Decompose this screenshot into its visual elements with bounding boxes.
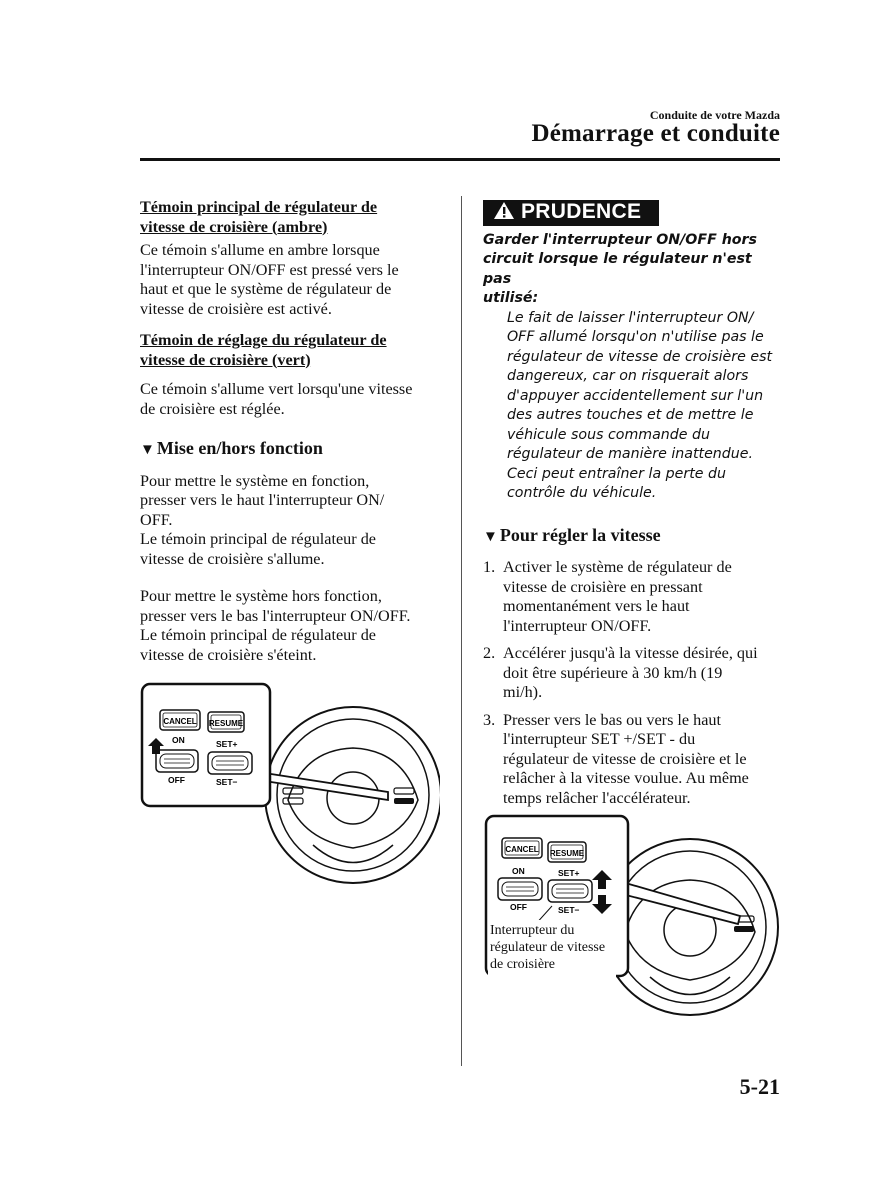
set-plus-label: SET+ — [558, 868, 580, 878]
off-label: OFF — [168, 775, 185, 785]
list-item: 3. Presser vers le bas ou vers le haut l'interrupteur SET +/SET - du régulateur de vitesse de croisière et le relâcher à la vitesse voulue. Au même temps relâcher l'accélérateur. — [483, 710, 749, 807]
page-number: 5-21 — [739, 1074, 780, 1099]
on-off-heading: ▼ Mise en/hors fonction — [140, 438, 323, 458]
set-minus-label: SET− — [216, 777, 238, 787]
main-indicator-heading: Témoin principal de régulateur de vitesse de croisière (ambre) — [140, 198, 378, 236]
set-indicator-heading: Témoin de réglage du régulateur de vitesse de croisière (vert) — [140, 331, 387, 369]
main-indicator-text: Ce témoin s'allume en ambre lorsque l'interrupteur ON/OFF est pressé vers le haut et que le système de régulateur de vitesse de croisière est activé. — [140, 241, 399, 318]
caution-heading: Garder l'interrupteur ON/OFF hors circuit lorsque le régulateur n'est pas utilisé: — [483, 231, 757, 306]
section-triangle-icon: ▼ — [483, 528, 498, 545]
on-label: ON — [172, 735, 185, 745]
on-off-switch — [156, 750, 198, 772]
caution-text — [483, 231, 783, 504]
set-speed-heading: ▼ Pour régler la vitesse — [483, 524, 661, 545]
cancel-button — [502, 838, 542, 858]
list-item: 2. Accélérer jusqu'à la vitesse désirée, qui doit être supérieure à 30 km/h (19 mi/h). — [483, 644, 758, 701]
set-indicator-text: Ce témoin s'allume vert lorsqu'une vitesse de croisière est réglée. — [140, 380, 413, 418]
resume-button — [548, 842, 586, 862]
caution-badge: PRUDENCE — [483, 200, 659, 226]
set-minus-label: SET− — [558, 905, 580, 915]
caution-body: Le fait de laisser l'interrupteur ON/ OFF allumé lorsqu'on n'utilise pas le régulateur de vitesse de croisière est dangereux, car on risquerait alors d'appuyer accidentellement sur l'un des autres touches et de mettre le véhicule sous commande du régulateur de manière inattendue. Ceci peut entraîner la perte du contrôle du véhicule. — [507, 309, 773, 501]
set-speed-steps — [483, 558, 783, 808]
resume-button — [208, 712, 244, 732]
warning-triangle-icon — [493, 201, 515, 224]
svg-text:CANCEL: CANCEL — [163, 717, 197, 726]
on-off-switch — [498, 878, 542, 900]
on-off-para2: Pour mettre le système hors fonction, presser vers le bas l'interrupteur ON/OFF. Le témoin principal de régulateur de vitesse de croisière s'éteint. — [140, 587, 411, 664]
figure-set-switch — [482, 812, 782, 1024]
right-column — [483, 200, 783, 816]
running-header-subtitle: Conduite de votre Mazda — [649, 108, 780, 122]
on-label: ON — [512, 866, 525, 876]
svg-text:CANCEL: CANCEL — [505, 845, 539, 854]
svg-text:RESUME: RESUME — [208, 719, 244, 728]
on-off-para1: Pour mettre le système en fonction, presser vers le haut l'interrupteur ON/ OFF. Le témoin principal de régulateur de vitesse de croisière s'allume. — [140, 471, 385, 568]
left-column — [140, 198, 440, 665]
off-label: OFF — [510, 902, 527, 912]
header-rule — [140, 158, 780, 161]
set-switch — [208, 752, 252, 774]
running-header-title: Démarrage et conduite — [531, 120, 780, 147]
cancel-button — [160, 710, 200, 730]
column-divider — [461, 196, 462, 1066]
set-plus-label: SET+ — [216, 739, 238, 749]
figure-caption: Interrupteur du régulateur de vitesse de croisière — [490, 923, 606, 972]
section-triangle-icon: ▼ — [140, 442, 155, 458]
set-switch — [548, 880, 592, 902]
svg-text:RESUME: RESUME — [549, 849, 585, 858]
figure-on-off-switch — [138, 680, 440, 890]
list-item: 1. Activer le système de régulateur de vitesse de croisière en pressant momentanément vers le haut l'interrupteur ON/OFF. — [483, 558, 732, 635]
